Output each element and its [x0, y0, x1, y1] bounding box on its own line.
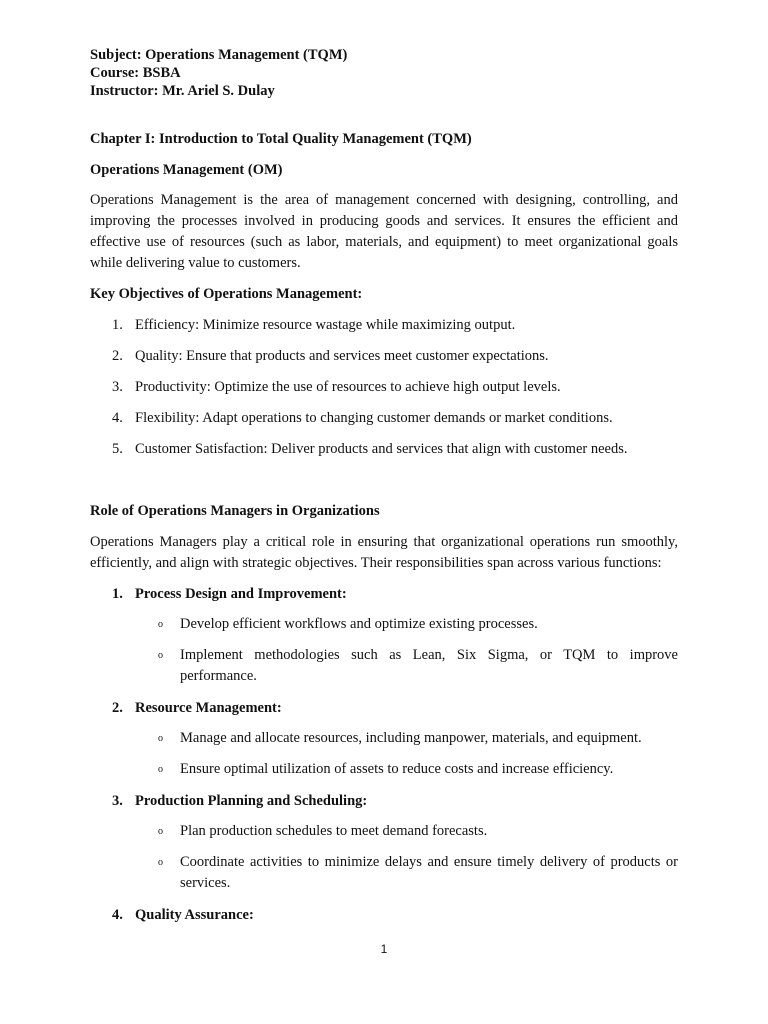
roles-heading: Role of Operations Managers in Organizations	[90, 503, 380, 519]
circle-bullet-icon: o	[158, 619, 163, 630]
role-bullet-text: Plan production schedules to meet demand forecasts.	[180, 823, 488, 839]
objective-text: Quality: Ensure that products and services meet customer expectations.	[135, 348, 549, 364]
role-section-title	[112, 906, 254, 924]
role-section-label: Resource Management:	[135, 700, 282, 716]
om-heading: Operations Management (OM)	[90, 162, 283, 178]
role-section-number: 4.	[112, 907, 123, 923]
role-section-number: 1.	[112, 586, 123, 602]
role-section-title	[112, 699, 282, 717]
role-bullet	[158, 728, 678, 749]
objective-item	[112, 316, 678, 334]
subject-line: Subject: Operations Management (TQM)	[90, 47, 348, 63]
role-bullet	[158, 614, 678, 635]
role-bullet-text: Develop efficient workflows and optimize existing processes.	[180, 616, 538, 632]
objective-item	[112, 378, 678, 396]
role-section-label: Process Design and Improvement:	[135, 586, 347, 602]
role-bullet	[158, 759, 678, 780]
circle-bullet-icon: o	[158, 733, 163, 744]
circle-bullet-icon: o	[158, 857, 163, 868]
document-header	[90, 46, 347, 100]
circle-bullet-icon: o	[158, 650, 163, 661]
role-section-number: 2.	[112, 700, 123, 716]
objective-item	[112, 409, 678, 427]
instructor-line: Instructor: Mr. Ariel S. Dulay	[90, 83, 275, 99]
role-bullet-text: Ensure optimal utilization of assets to reduce costs and increase efficiency.	[180, 761, 614, 777]
role-section-label: Quality Assurance:	[135, 907, 254, 923]
circle-bullet-icon: o	[158, 764, 163, 775]
role-bullet	[158, 645, 678, 687]
objective-item	[112, 440, 678, 458]
objective-text: Productivity: Optimize the use of resources to achieve high output levels.	[135, 379, 561, 395]
role-bullet-text: Coordinate activities to minimize delays and ensure timely delivery of products or services.	[180, 854, 678, 891]
objective-item	[112, 347, 678, 365]
objective-text: Flexibility: Adapt operations to changing customer demands or market conditions.	[135, 410, 613, 426]
objective-text: Customer Satisfaction: Deliver products and services that align with customer needs.	[135, 441, 628, 457]
role-bullet-text: Manage and allocate resources, including manpower, materials, and equipment.	[180, 730, 642, 746]
om-paragraph: Operations Management is the area of management concerned with designing, controlling, and improving the processes involved in producing goods and services. It ensures the efficient and effective use of resources (such as labor, materials, and equipment) to meet organizational goals while delivering value to customers.	[90, 192, 678, 271]
objective-number: 1.	[112, 317, 123, 333]
objective-number: 4.	[112, 410, 123, 426]
objectives-heading: Key Objectives of Operations Management:	[90, 286, 363, 302]
chapter-title: Chapter I: Introduction to Total Quality Management (TQM)	[90, 131, 472, 147]
page-number: 1	[380, 942, 388, 956]
role-section-title	[112, 585, 347, 603]
role-section-title	[112, 792, 367, 810]
role-bullet	[158, 821, 678, 842]
course-line: Course: BSBA	[90, 65, 181, 81]
roles-intro: Operations Managers play a critical role in ensuring that organizational operations run smoothly, efficiently, and align with strategic objectives. Their responsibilities span across various functions:	[90, 534, 678, 571]
role-bullet	[158, 852, 678, 894]
circle-bullet-icon: o	[158, 826, 163, 837]
objective-text: Efficiency: Minimize resource wastage while maximizing output.	[135, 317, 516, 333]
objective-number: 3.	[112, 379, 123, 395]
objective-number: 2.	[112, 348, 123, 364]
role-bullet-text: Implement methodologies such as Lean, Six Sigma, or TQM to improve performance.	[180, 647, 678, 684]
role-section-label: Production Planning and Scheduling:	[135, 793, 368, 809]
role-section-number: 3.	[112, 793, 123, 809]
objective-number: 5.	[112, 441, 123, 457]
